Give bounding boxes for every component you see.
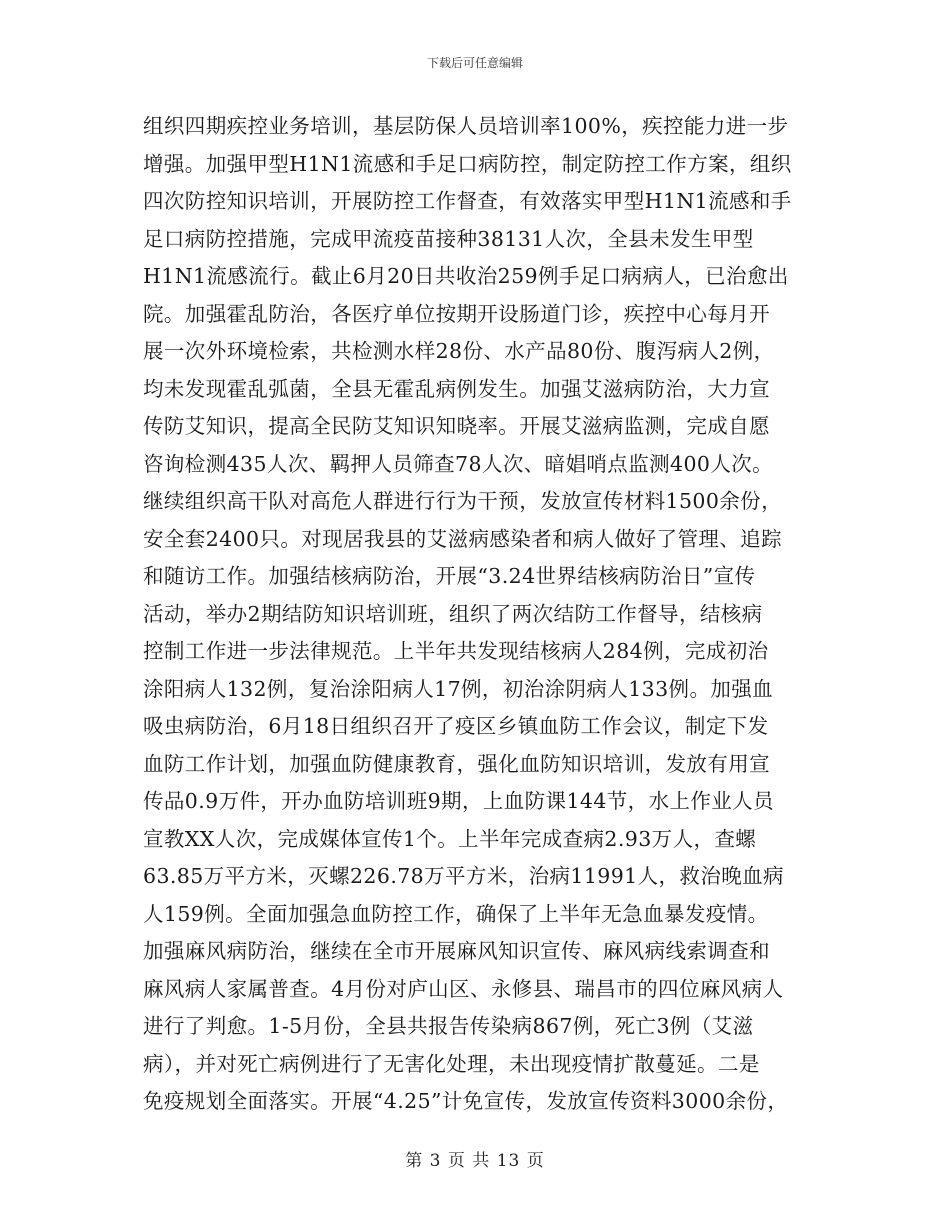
text-line: 增强。加强甲型H1N1流感和手足口病防控，制定防控工作方案，组织 (143, 151, 792, 176)
text-line: 宣教XX人次，完成媒体宣传1个。上半年完成查病2.93万人，查螺 (143, 826, 757, 851)
text-line: 足口病防控措施，完成甲流疫苗接种38131人次，全县未发生甲型 (143, 226, 754, 251)
text-line: 血防工作计划，加强血防健康教育，强化血防知识培训，发放有用宣 (143, 751, 770, 776)
text-line: H1N1流感流行。截止6月20日共收治259例手足口病病人，已治愈出 (143, 264, 789, 288)
text-line: 和随访工作。加强结核病防治，开展“3.24世界结核病防治日”宣传 (143, 564, 756, 588)
text-line: 组织四期疾控业务培训，基层防保人员培训率100%，疾控能力进一步 (143, 114, 789, 138)
text-line: 咨询检测435人次、羁押人员筛查78人次、暗娼哨点监测400人次。 (143, 451, 774, 476)
text-line: 控制工作进一步法律规范。上半年共发现结核病人284例，完成初治 (143, 639, 769, 663)
text-line: 均未发现霍乱弧菌，全县无霍乱病例发生。加强艾滋病防治，大力宣 (143, 376, 770, 401)
text-line: 人159例。全面加强急血防控工作，确保了上半年无急血暴发疫情。 (143, 901, 769, 926)
text-line: 加强麻风病防治，继续在全市开展麻风知识宣传、麻风病线索调查和 (143, 939, 770, 963)
page-header: 下载后可任意编辑 (426, 56, 523, 70)
text-line: 涂阳病人132例，复治涂阳病人17例，初治涂阴病人133例。加强血 (143, 676, 774, 701)
text-line: 吸虫病防治，6月18日组织召开了疫区乡镇血防工作会议，制定下发 (143, 714, 769, 738)
text-line: 展一次外环境检索，共检测水样28份、水产品80份、腹泻病人2例， (143, 339, 775, 363)
text-line: 传品0.9万件，开办血防培训班9期，上血防课144节，水上作业人员 (143, 789, 774, 813)
text-line: 四次防控知识培训，开展防控工作督查，有效落实甲型H1N1流感和手 (143, 189, 792, 213)
page-number-footer: 第 3 页 共 13 页 (405, 1151, 545, 1171)
text-line: 病），并对死亡病例进行了无害化处理，未出现疫情扩散蔓延。二是 (143, 1051, 760, 1076)
text-line: 免疫规划全面落实。开展“4.25”计免宣传，发放宣传资料3000余份， (143, 1089, 789, 1113)
text-line: 活动，举办2期结防知识培训班，组织了两次结防工作督导，结核病 (143, 601, 763, 626)
text-line: 进行了判愈。1-5月份，全县共报告传染病867例，死亡3例（艾滋 (143, 1014, 754, 1038)
text-line: 传防艾知识，提高全民防艾知识知晓率。开展艾滋病监测，完成自愿 (143, 414, 770, 438)
body-text (143, 108, 843, 1121)
text-line: 院。加强霍乱防治，各医疗单位按期开设肠道门诊，疾控中心每月开 (143, 301, 770, 326)
text-line: 继续组织高干队对高危人群进行行为干预，发放宣传材料1500余份， (143, 489, 782, 513)
text-line: 麻风病人家属普查。4月份对庐山区、永修县、瑞昌市的四位麻风病人 (143, 976, 784, 1001)
text-line: 63.85万平方米，灭螺226.78万平方米，治病11991人，救治晚血病 (143, 864, 784, 888)
text-line: 安全套2400只。对现居我县的艾滋病感染者和病人做好了管理、追踪 (143, 526, 782, 551)
